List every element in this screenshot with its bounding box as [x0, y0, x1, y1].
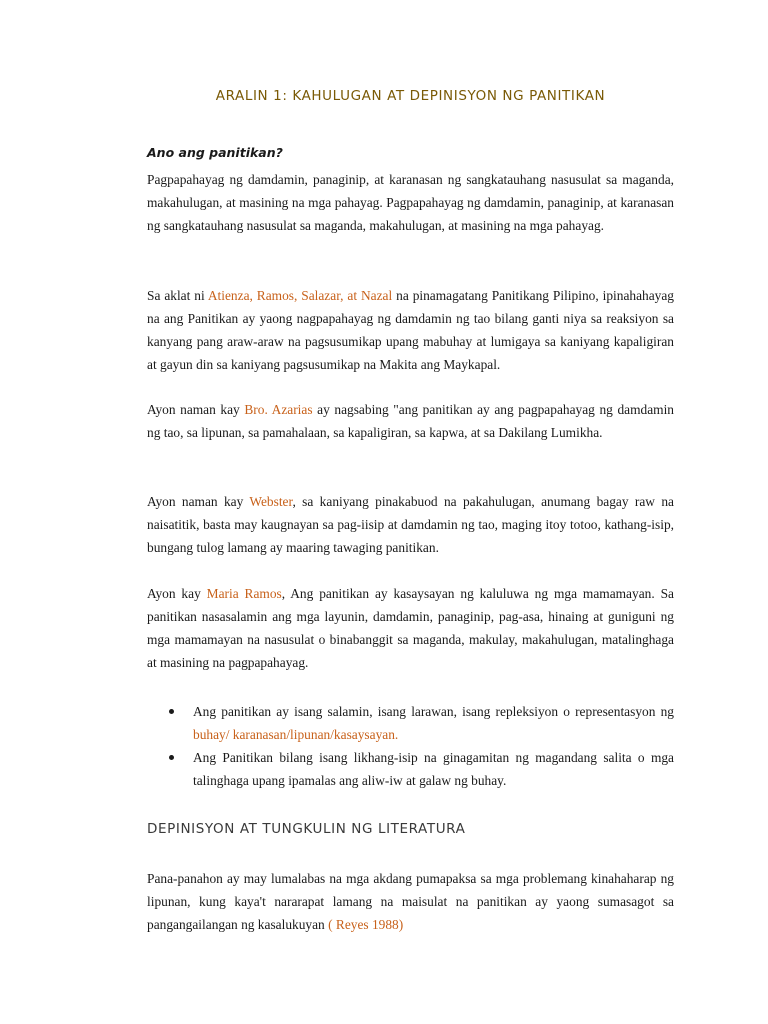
paragraph-text: Ayon naman kay [147, 402, 245, 417]
bullet-icon [169, 709, 174, 714]
author-highlight: Maria Ramos [206, 586, 282, 601]
paragraph-definition [147, 168, 674, 237]
question-heading: Ano ang panitikan? [147, 145, 283, 160]
paragraph-text: Pagpapahayag ng damdamin, panaginip, at karanasan ng sangkatauhang nasusulat sa maganda, makahulugan, at masining na mga pahayag. Pagpapahayag ng damdamin, panaginip, at karanasan ng sangkatauhang nasusulat sa maganda, makahulugan, at masining na mga pahayag. [147, 172, 674, 233]
paragraph-text: Sa aklat ni [147, 288, 208, 303]
author-highlight: Bro. Azarias [244, 402, 313, 417]
paragraph-atienza [147, 284, 674, 376]
list-item-text: Ang panitikan ay isang salamin, isang larawan, isang repleksiyon o representasyon ng [193, 704, 674, 719]
paragraph-azarias [147, 398, 674, 444]
author-highlight: Webster [249, 494, 293, 509]
bullet-list [147, 700, 674, 792]
author-highlight: Atienza, Ramos, Salazar, at Nazal [207, 288, 393, 303]
page-title: ARALIN 1: KAHULUGAN AT DEPINISYON NG PANITIKAN [215, 88, 606, 104]
citation-highlight: ( Reyes 1988) [328, 917, 404, 932]
paragraph-text: Ayon naman kay [147, 494, 250, 509]
section-heading: DEPINISYON AT TUNGKULIN NG LITERATURA [147, 821, 466, 837]
paragraph-maria-ramos [147, 582, 674, 674]
paragraph-webster [147, 490, 674, 559]
list-item [147, 746, 674, 792]
paragraph-text: , sa kaniyang pinakabuod na pakahulugan, anumang bagay raw na naisatitik, basta may kaugnayan sa pag-iisip at damdamin ng tao, maging itoy totoo, kathang-isip, bungang tulog lamang ay maaring tawaging panitikan. [147, 494, 674, 555]
paragraph-text: , Ang panitikan ay kasaysayan ng kaluluwa ng mga mamamayan. Sa panitikan nasasalamin ang mga layunin, damdamin, panaginip, pag-asa, hinaing at guniguni ng mga mamamayan na nasusulat o binabanggit sa maganda, makulay, makahulugan, matalinghaga at masining na pagpapahayag. [147, 586, 674, 670]
paragraph-text: na pinamagatang Panitikang Pilipino, ipinahahayag na ang Panitikan ay yaong nagpapahayag ng damdamin ng tao bilang ganti niya sa reaksiyon sa kanyang pang araw-araw na pagsusumikap upang mabuhay at lumigaya sa kaniyang kapaligiran at gayun din sa kaniyang pagsusumikap na Makita ang Maykapal. [147, 288, 674, 372]
list-item-text: Ang Panitikan bilang isang likhang-isip na ginagamitan ng magandang salita o mga talinghaga upang ipamalas ang aliw-iw at galaw ng buhay. [193, 750, 674, 788]
paragraph-text: Ayon kay [147, 586, 207, 601]
list-item-highlight: buhay/ karanasan/lipunan/kasaysayan. [193, 727, 399, 742]
bullet-icon [169, 755, 174, 760]
list-item [147, 700, 674, 746]
paragraph-reyes [147, 867, 674, 936]
paragraph-text: ay nagsabing "ang panitikan ay ang pagpapahayag ng damdamin ng tao, sa lipunan, sa pamahalaan, sa kapaligiran, sa kapwa, at sa Dakilang Lumikha. [147, 402, 674, 440]
paragraph-text: Pana-panahon ay may lumalabas na mga akdang pumapaksa sa mga problemang kinahaharap ng lipunan, kung kaya't nararapat lamang na maisulat na panitikan ay yaong sumasagot sa pangangailangan ng kasalukuyan [147, 871, 674, 932]
